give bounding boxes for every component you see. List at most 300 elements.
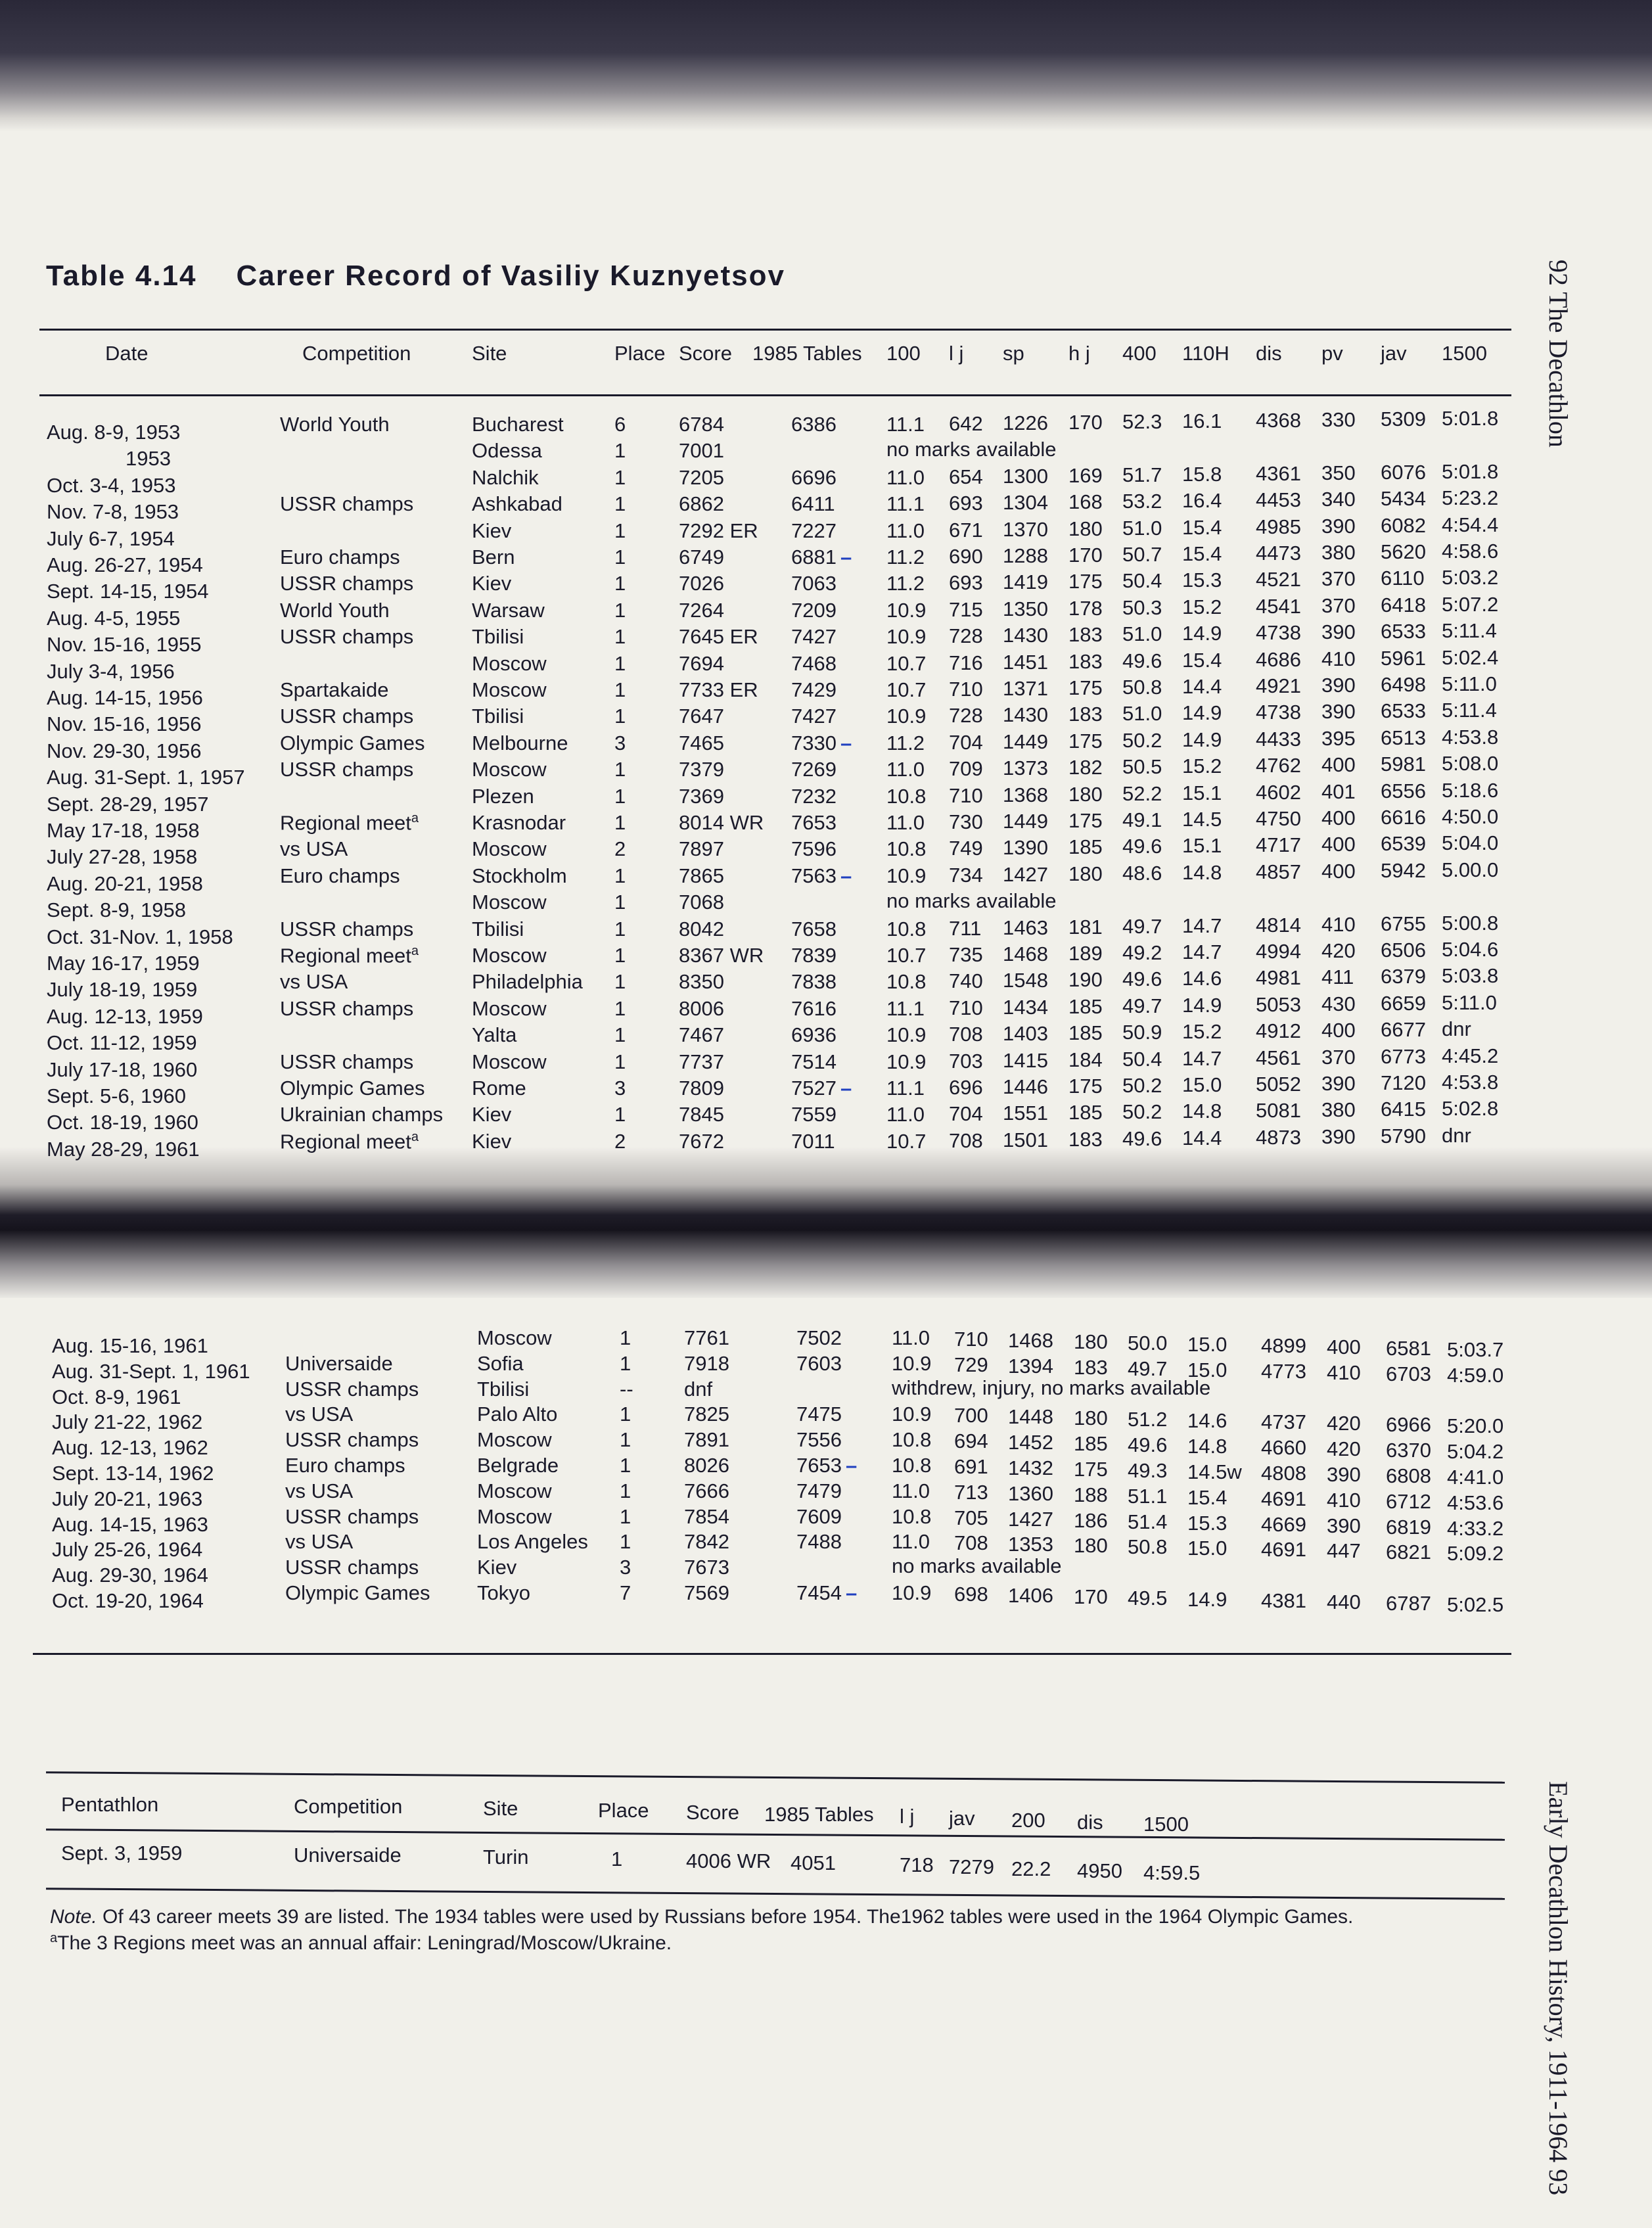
pole-vault-cell-text: 390 bbox=[1321, 1125, 1356, 1148]
header-date-text: Date bbox=[105, 342, 149, 365]
site-cell-text: Palo Alto bbox=[477, 1403, 558, 1426]
date-cell bbox=[47, 872, 203, 896]
date-cell-text: Sept. 28-29, 1957 bbox=[47, 792, 209, 816]
pole-vault-cell bbox=[1327, 1489, 1361, 1512]
pole-vault-cell-text: 411 bbox=[1321, 965, 1354, 989]
javelin-cell bbox=[1381, 673, 1426, 697]
high-jump-cell-text: 180 bbox=[1068, 517, 1103, 540]
place-cell bbox=[614, 944, 626, 967]
score-cell-text: 7673 bbox=[684, 1556, 729, 1579]
date-cell-text: Nov. 15-16, 1955 bbox=[47, 633, 202, 657]
tables-1985-cell-text: 6411 bbox=[791, 492, 835, 516]
score-cell bbox=[684, 1403, 729, 1426]
pentathlon-header-long-jump bbox=[900, 1805, 914, 1828]
date-cell bbox=[52, 1513, 208, 1537]
no-marks-note bbox=[892, 1376, 1210, 1400]
shot-put-cell-text: 1430 bbox=[1003, 703, 1048, 727]
score-cell bbox=[679, 891, 724, 914]
date-cell bbox=[52, 1487, 202, 1511]
hurdles-110-cell-text: 16.4 bbox=[1182, 489, 1222, 513]
score-cell bbox=[679, 1130, 724, 1153]
m400-cell bbox=[1122, 622, 1162, 646]
pole-vault-cell-text: 430 bbox=[1321, 992, 1356, 1015]
tables-1985-cell-text: 7603 bbox=[796, 1351, 842, 1375]
javelin-cell bbox=[1381, 992, 1426, 1015]
site-cell bbox=[472, 1050, 547, 1074]
long-jump-cell bbox=[949, 731, 983, 754]
pole-vault-cell bbox=[1321, 620, 1356, 644]
place-cell bbox=[614, 466, 626, 490]
score-cell-text: 7647 bbox=[679, 705, 724, 728]
place-cell-text: 2 bbox=[614, 837, 626, 861]
javelin-cell bbox=[1381, 567, 1425, 590]
pentathlon-header-site bbox=[483, 1797, 518, 1821]
discus-cell bbox=[1261, 1487, 1306, 1511]
pentathlon-header-m200 bbox=[1011, 1809, 1045, 1832]
m100-cell-text: 10.9 bbox=[886, 598, 927, 622]
tables-1985-cell-text: 6386 bbox=[791, 413, 837, 436]
javelin-cell-text: 6821 bbox=[1386, 1541, 1431, 1564]
tables-1985-cell-text: 7596 bbox=[791, 837, 837, 861]
pole-vault-cell bbox=[1327, 1539, 1361, 1563]
date-cell bbox=[52, 1334, 208, 1358]
pentathlon-m200-cell-text: 22.2 bbox=[1011, 1857, 1051, 1880]
place-cell-text: 1 bbox=[614, 970, 626, 994]
score-cell-text: 7845 bbox=[679, 1103, 724, 1126]
m1500-cell-text: 5:09.2 bbox=[1447, 1542, 1504, 1566]
high-jump-cell bbox=[1068, 464, 1103, 488]
m100-cell-text: 11.1 bbox=[886, 1077, 925, 1100]
score-cell bbox=[679, 519, 758, 543]
m400-cell bbox=[1128, 1510, 1167, 1534]
place-cell-text: 1 bbox=[620, 1454, 631, 1477]
m100-cell-text: 10.8 bbox=[886, 970, 927, 994]
m400-cell-text: 51.2 bbox=[1128, 1408, 1168, 1431]
high-jump-cell bbox=[1068, 1021, 1103, 1045]
shot-put-cell bbox=[1003, 570, 1048, 594]
high-jump-cell-text: 183 bbox=[1068, 623, 1103, 647]
header-competition-text: Competition bbox=[302, 342, 411, 365]
site-cell bbox=[472, 944, 547, 967]
m400-cell-text: 49.1 bbox=[1122, 808, 1162, 831]
m400-cell bbox=[1122, 517, 1162, 540]
long-jump-cell bbox=[949, 651, 983, 675]
date-cell bbox=[47, 712, 202, 736]
score-cell bbox=[679, 811, 764, 835]
score-cell-text: 7026 bbox=[679, 572, 724, 595]
pentathlon-site-cell bbox=[483, 1845, 528, 1869]
place-cell-text: 1 bbox=[614, 784, 626, 808]
javelin-cell bbox=[1381, 699, 1426, 723]
place-cell-text: 1 bbox=[614, 625, 626, 649]
pentathlon-tables-1985-cell bbox=[791, 1851, 836, 1875]
discus-cell bbox=[1261, 1360, 1306, 1383]
high-jump-cell-text: 184 bbox=[1068, 1048, 1103, 1071]
competition-cell bbox=[280, 811, 419, 835]
javelin-cell bbox=[1386, 1541, 1431, 1564]
high-jump-cell bbox=[1068, 1075, 1103, 1098]
date-cell-text: Oct. 3-4, 1953 bbox=[47, 473, 176, 497]
date-cell-text: Oct. 19-20, 1964 bbox=[52, 1589, 204, 1612]
score-cell bbox=[679, 545, 724, 569]
site-cell-text: Warsaw bbox=[472, 598, 545, 622]
place-cell bbox=[620, 1352, 631, 1376]
place-cell-text: 1 bbox=[614, 864, 626, 887]
score-cell-text: 6784 bbox=[679, 413, 724, 436]
shot-put-cell-text: 1288 bbox=[1003, 544, 1048, 567]
discus-cell-text: 4453 bbox=[1256, 488, 1301, 512]
competition-cell-text: USSR champs bbox=[280, 1050, 414, 1073]
place-cell bbox=[614, 652, 626, 676]
site-cell-text: Moscow bbox=[472, 891, 547, 914]
date-cell bbox=[47, 1084, 186, 1108]
javelin-cell bbox=[1381, 593, 1426, 617]
book-top-edge bbox=[0, 0, 1652, 131]
m1500-cell-text: 4:53.6 bbox=[1447, 1491, 1504, 1514]
site-cell bbox=[472, 599, 545, 622]
discus-cell bbox=[1256, 940, 1301, 963]
shot-put-cell-text: 1403 bbox=[1003, 1022, 1048, 1046]
note-text: Of 43 career meets 39 are listed. The 1934 tables were used by Russians before 1954. The1962 tables were used in the 1964 Olympic Games. bbox=[97, 1906, 1354, 1928]
competition-cell bbox=[285, 1581, 430, 1605]
pole-vault-cell-text: 390 bbox=[1321, 620, 1356, 644]
hurdles-110-cell bbox=[1182, 701, 1222, 725]
discus-cell bbox=[1256, 701, 1301, 724]
site-cell bbox=[477, 1454, 559, 1477]
header-place bbox=[614, 342, 666, 365]
date-cell-text: May 28-29, 1961 bbox=[47, 1137, 200, 1161]
tables-1985-cell bbox=[791, 758, 837, 781]
long-jump-cell-text: 713 bbox=[954, 1480, 988, 1504]
competition-cell-text: USSR champs bbox=[280, 758, 414, 781]
no-marks-note bbox=[886, 889, 1056, 913]
pentathlon-event-cell-text: Sept. 3, 1959 bbox=[61, 1842, 183, 1865]
m1500-cell-text: dnr bbox=[1442, 1017, 1471, 1041]
m100-cell bbox=[892, 1479, 930, 1503]
discus-cell-text: 4773 bbox=[1261, 1359, 1306, 1383]
m400-cell bbox=[1128, 1587, 1167, 1610]
m400-cell-text: 48.6 bbox=[1122, 861, 1162, 885]
discus-cell bbox=[1256, 648, 1301, 672]
high-jump-cell bbox=[1068, 809, 1103, 833]
shot-put-cell-text: 1449 bbox=[1003, 730, 1048, 753]
m100-cell bbox=[886, 625, 926, 649]
competition-cell bbox=[280, 625, 413, 649]
javelin-cell-text: 6533 bbox=[1381, 699, 1426, 723]
site-cell-text: Moscow bbox=[472, 996, 547, 1020]
discus-cell bbox=[1256, 728, 1301, 751]
discus-cell bbox=[1256, 462, 1301, 486]
date-cell bbox=[47, 766, 245, 789]
header-rule bbox=[39, 394, 1511, 396]
site-cell bbox=[472, 413, 564, 436]
pole-vault-cell bbox=[1321, 939, 1356, 963]
hurdles-110-cell bbox=[1182, 649, 1222, 672]
header-m100-text: 100 bbox=[886, 342, 921, 365]
javelin-cell-text: 6787 bbox=[1386, 1592, 1431, 1615]
pole-vault-cell-text: 410 bbox=[1327, 1360, 1361, 1384]
score-cell bbox=[684, 1378, 712, 1401]
score-cell-text: 8026 bbox=[684, 1454, 729, 1477]
m1500-cell bbox=[1442, 460, 1498, 484]
date-cell bbox=[47, 898, 186, 922]
m400-cell-text: 50.2 bbox=[1122, 1074, 1162, 1097]
high-jump-cell bbox=[1068, 1101, 1103, 1125]
m1500-cell-text: 5:11.0 bbox=[1442, 672, 1497, 695]
long-jump-cell bbox=[954, 1328, 988, 1351]
score-cell-text: 7264 bbox=[679, 598, 724, 622]
note-label: Note. bbox=[50, 1906, 97, 1928]
discus-cell bbox=[1256, 1019, 1301, 1043]
m1500-cell bbox=[1442, 672, 1497, 696]
m100-cell bbox=[892, 1454, 931, 1477]
hurdles-110-cell-text: 15.0 bbox=[1187, 1358, 1228, 1381]
m1500-cell bbox=[1442, 646, 1498, 670]
discus-cell-text: 4808 bbox=[1261, 1462, 1306, 1485]
date-cell bbox=[47, 739, 202, 763]
score-cell-text: 7467 bbox=[679, 1023, 724, 1047]
javelin-cell bbox=[1381, 514, 1426, 538]
place-cell bbox=[620, 1479, 631, 1503]
m400-cell bbox=[1122, 463, 1162, 487]
score-cell-text: 7918 bbox=[684, 1351, 729, 1375]
javelin-cell-text: 6581 bbox=[1386, 1337, 1431, 1360]
shot-put-cell-text: 1300 bbox=[1003, 464, 1048, 488]
place-cell bbox=[620, 1505, 631, 1529]
pole-vault-cell bbox=[1321, 461, 1356, 485]
long-jump-cell bbox=[949, 837, 983, 860]
m1500-cell bbox=[1447, 1517, 1503, 1541]
long-jump-cell bbox=[954, 1531, 988, 1555]
m100-cell bbox=[886, 917, 926, 941]
pentathlon-header-tables-1985-text: 1985 Tables bbox=[764, 1803, 874, 1826]
discus-cell-text: 4921 bbox=[1256, 674, 1301, 697]
discus-cell bbox=[1261, 1538, 1306, 1562]
hurdles-110-cell bbox=[1182, 940, 1222, 964]
site-cell-text: Plezen bbox=[472, 784, 534, 808]
footnote-mark: a bbox=[50, 1931, 58, 1945]
competition-cell bbox=[280, 705, 413, 728]
hurdles-110-cell bbox=[1187, 1588, 1227, 1612]
score-cell bbox=[684, 1454, 729, 1477]
page-fold-shadow bbox=[0, 1147, 1652, 1298]
m100-cell-text: 11.2 bbox=[886, 572, 925, 595]
high-jump-cell-text: 180 bbox=[1074, 1534, 1108, 1558]
m400-cell-text: 49.2 bbox=[1122, 941, 1162, 964]
javelin-cell bbox=[1381, 540, 1426, 564]
pole-vault-cell-text: 390 bbox=[1321, 514, 1356, 538]
discus-cell bbox=[1261, 1462, 1306, 1485]
shot-put-cell-text: 1419 bbox=[1003, 570, 1048, 594]
date-cell-text: July 6-7, 1954 bbox=[47, 526, 175, 550]
place-cell-text: 1 bbox=[620, 1326, 631, 1349]
competition-cell-text: Olympic Games bbox=[280, 1077, 425, 1100]
site-cell-text: Tbilisi bbox=[472, 705, 524, 728]
tables-1985-cell-text: 7227 bbox=[791, 519, 837, 542]
high-jump-cell-text: 183 bbox=[1074, 1355, 1108, 1379]
site-cell-text: Tokyo bbox=[477, 1581, 530, 1604]
m400-cell bbox=[1128, 1459, 1167, 1483]
tables-1985-cell-text: 7427 bbox=[791, 705, 837, 728]
place-cell bbox=[614, 1103, 626, 1126]
header-place-text: Place bbox=[614, 342, 666, 365]
discus-cell bbox=[1256, 860, 1301, 884]
long-jump-cell bbox=[949, 757, 983, 781]
discus-cell bbox=[1261, 1513, 1306, 1537]
site-cell-text: Philadelphia bbox=[472, 970, 583, 994]
competition-cell-text: USSR champs bbox=[280, 705, 414, 728]
javelin-cell bbox=[1386, 1464, 1431, 1488]
date-cell-text: Aug. 12-13, 1962 bbox=[52, 1436, 208, 1460]
javelin-cell bbox=[1381, 939, 1426, 962]
long-jump-cell bbox=[954, 1481, 988, 1504]
discus-cell-text: 4521 bbox=[1256, 568, 1301, 592]
hurdles-110-cell bbox=[1187, 1333, 1227, 1357]
competition-cell bbox=[285, 1454, 405, 1477]
date-cell bbox=[47, 1031, 197, 1055]
long-jump-cell-text: 749 bbox=[949, 837, 983, 860]
hurdles-110-cell-text: 15.2 bbox=[1182, 595, 1222, 618]
javelin-cell bbox=[1381, 726, 1426, 750]
m100-cell bbox=[886, 678, 926, 702]
discus-cell-text: 4541 bbox=[1256, 594, 1301, 618]
m400-cell bbox=[1122, 941, 1162, 965]
long-jump-cell-text: 710 bbox=[949, 996, 983, 1019]
shot-put-cell-text: 1360 bbox=[1008, 1481, 1053, 1505]
m100-cell-text: 10.8 bbox=[886, 784, 927, 808]
place-cell-text: 1 bbox=[614, 678, 626, 701]
no-marks-note-text: no marks available bbox=[886, 438, 1057, 461]
site-cell-text: Tbilisi bbox=[472, 625, 524, 649]
place-cell bbox=[614, 731, 626, 755]
pole-vault-cell-text: 390 bbox=[1327, 1514, 1361, 1537]
shot-put-cell bbox=[1003, 942, 1048, 966]
score-cell-text: 7694 bbox=[679, 651, 724, 675]
score-cell bbox=[679, 1103, 724, 1126]
date-cell-text: Aug. 4-5, 1955 bbox=[47, 606, 181, 630]
pentathlon-header-javelin-text: jav bbox=[949, 1807, 975, 1830]
m400-cell bbox=[1122, 808, 1162, 832]
hurdles-110-cell bbox=[1187, 1537, 1227, 1560]
javelin-cell-text: 5961 bbox=[1381, 646, 1426, 670]
long-jump-cell-text: 642 bbox=[949, 412, 983, 435]
high-jump-cell bbox=[1068, 650, 1103, 674]
date-cell-text: Sept. 5-6, 1960 bbox=[47, 1084, 186, 1107]
m1500-cell-text: dnr bbox=[1442, 1123, 1471, 1147]
m100-cell-text: 11.0 bbox=[892, 1479, 930, 1502]
javelin-cell-text: 6506 bbox=[1381, 939, 1426, 962]
competition-cell-text: USSR champs bbox=[280, 996, 414, 1020]
header-date bbox=[105, 342, 148, 365]
discus-cell-text: 5053 bbox=[1256, 992, 1301, 1016]
competition-cell-text: World Youth bbox=[280, 413, 390, 436]
place-cell-text: 1 bbox=[614, 917, 626, 940]
tables-1985-cell-text: 7556 bbox=[796, 1428, 842, 1452]
site-cell-text: Tbilisi bbox=[472, 917, 524, 940]
high-jump-cell-text: 185 bbox=[1068, 994, 1103, 1018]
long-jump-cell-text: 734 bbox=[949, 863, 983, 887]
javelin-cell-text: 5942 bbox=[1381, 858, 1426, 882]
pole-vault-cell bbox=[1321, 992, 1356, 1016]
score-cell bbox=[679, 731, 724, 755]
score-cell bbox=[679, 1077, 724, 1100]
header-score-text: Score bbox=[679, 342, 732, 365]
site-cell-text: Moscow bbox=[472, 758, 547, 781]
site-cell-text: Sofia bbox=[477, 1351, 524, 1375]
pole-vault-cell-text: 410 bbox=[1321, 912, 1356, 936]
javelin-cell bbox=[1381, 753, 1426, 776]
pentathlon-header-long-jump-text: l j bbox=[900, 1805, 915, 1828]
shot-put-cell bbox=[1008, 1508, 1053, 1531]
discus-cell-text: 4669 bbox=[1261, 1512, 1306, 1536]
m100-cell bbox=[886, 970, 926, 994]
place-cell bbox=[620, 1403, 631, 1426]
pole-vault-cell-text: 420 bbox=[1321, 939, 1356, 962]
competition-cell bbox=[285, 1556, 419, 1579]
score-cell bbox=[684, 1326, 729, 1350]
tables-1985-cell bbox=[791, 785, 837, 808]
header-site bbox=[472, 342, 507, 365]
hurdles-110-cell bbox=[1182, 861, 1222, 885]
hurdles-110-cell bbox=[1182, 516, 1222, 540]
m100-cell bbox=[886, 413, 925, 436]
long-jump-cell bbox=[949, 810, 983, 834]
place-cell-text: 1 bbox=[614, 758, 626, 781]
pole-vault-cell bbox=[1321, 727, 1356, 751]
shot-put-cell bbox=[1003, 730, 1048, 754]
pole-vault-cell-text: 340 bbox=[1321, 488, 1356, 511]
javelin-cell bbox=[1386, 1439, 1431, 1462]
long-jump-cell-text: 703 bbox=[949, 1049, 983, 1073]
pole-vault-cell bbox=[1321, 913, 1356, 937]
date-cell bbox=[52, 1385, 181, 1409]
m400-cell-text: 51.7 bbox=[1122, 463, 1162, 486]
place-cell bbox=[620, 1530, 631, 1554]
high-jump-cell bbox=[1068, 862, 1103, 886]
m100-cell bbox=[892, 1326, 930, 1350]
place-cell bbox=[614, 891, 626, 914]
place-cell bbox=[614, 997, 626, 1021]
m1500-cell bbox=[1442, 779, 1498, 802]
site-cell-text: Rome bbox=[472, 1077, 526, 1100]
score-cell-text: 7666 bbox=[684, 1479, 729, 1502]
site-cell-text: Odessa bbox=[472, 439, 542, 463]
long-jump-cell bbox=[949, 704, 983, 728]
site-cell bbox=[472, 678, 547, 702]
pentathlon-m1500-cell-text: 4:59.5 bbox=[1143, 1861, 1201, 1884]
header-high-jump bbox=[1068, 342, 1090, 365]
hurdles-110-cell bbox=[1182, 542, 1222, 566]
m1500-cell-text: 5:11.4 bbox=[1442, 619, 1497, 643]
competition-cell-text: Ukrainian champs bbox=[280, 1103, 444, 1126]
m1500-cell bbox=[1447, 1364, 1503, 1387]
competition-cell-text: Euro champs bbox=[285, 1454, 405, 1477]
hurdles-110-cell-text: 14.9 bbox=[1187, 1588, 1228, 1611]
m1500-cell-text: 5:20.0 bbox=[1447, 1414, 1504, 1438]
discus-cell bbox=[1256, 914, 1301, 937]
place-cell-text: 1 bbox=[620, 1504, 631, 1528]
m100-cell bbox=[886, 1103, 925, 1126]
hurdles-110-cell bbox=[1182, 994, 1222, 1017]
site-cell bbox=[477, 1505, 552, 1529]
javelin-cell-text: 6498 bbox=[1381, 673, 1426, 696]
m400-cell-text: 49.6 bbox=[1122, 1126, 1162, 1150]
score-cell bbox=[684, 1530, 729, 1554]
header-shot-put-text: sp bbox=[1003, 342, 1024, 365]
hurdles-110-cell bbox=[1182, 1100, 1222, 1123]
pentathlon-header-place-text: Place bbox=[598, 1799, 649, 1822]
long-jump-cell-text: 690 bbox=[949, 545, 983, 568]
